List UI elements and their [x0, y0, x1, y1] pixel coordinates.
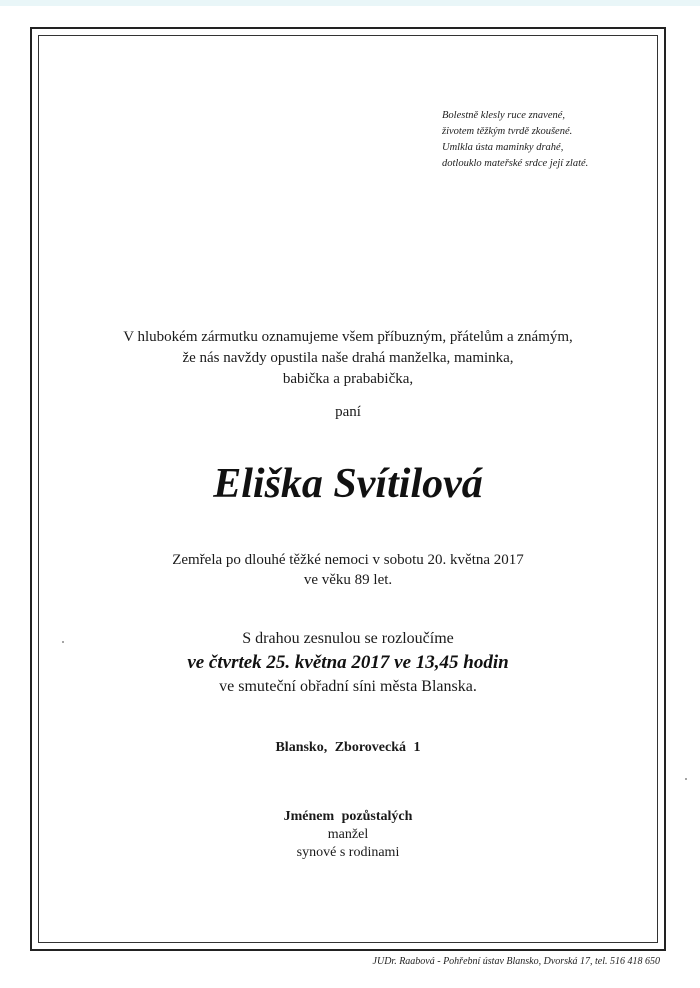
poem-line: životem těžkým tvrdě zkoušené.: [442, 126, 573, 137]
poem-line: Bolestně klesly ruce znavené,: [442, 110, 566, 121]
memorial-poem: [442, 108, 642, 172]
deceased-name: Eliška Svítilová: [213, 461, 483, 507]
mourner-line: manžel: [327, 827, 369, 842]
scan-speck: [685, 778, 687, 780]
farewell-place: ve smuteční obřadní síni města Blanska.: [219, 678, 477, 695]
announcement: [38, 327, 658, 390]
funeral-home-footer: JUDr. Raabová - Pohřební ústav Blansko, Dvorská 17, tel. 516 418 650: [372, 956, 660, 967]
death-notice: [38, 550, 658, 590]
death-line: ve věku 89 let.: [303, 572, 393, 588]
scan-speck: [62, 641, 64, 643]
announcement-line: V hlubokém zármutku oznamujeme všem příbuzným, přátelům a známým,: [123, 329, 573, 345]
death-line: Zemřela po dlouhé těžké nemoci v sobotu 20. května 2017: [172, 552, 524, 568]
poem-line: Umlkla ústa maminky drahé,: [442, 142, 564, 153]
family-address: Blansko, Zborovecká 1: [275, 740, 421, 755]
mourners-header: Jménem pozůstalých: [283, 809, 413, 824]
farewell-date-time: ve čtvrtek 25. května 2017 ve 13,45 hodin: [187, 652, 509, 673]
mourners: [38, 808, 658, 862]
announcement-line: babička a prababička,: [282, 371, 414, 387]
mourner-line: synové s rodinami: [296, 845, 400, 860]
top-edge-strip: [0, 0, 700, 6]
announcement-line: že nás navždy opustila naše drahá manželka, maminka,: [182, 350, 514, 366]
honorific: paní: [335, 404, 361, 420]
farewell-intro: S drahou zesnulou se rozloučíme: [242, 630, 454, 647]
poem-line: dotlouklo mateřské srdce její zlaté.: [442, 158, 589, 169]
